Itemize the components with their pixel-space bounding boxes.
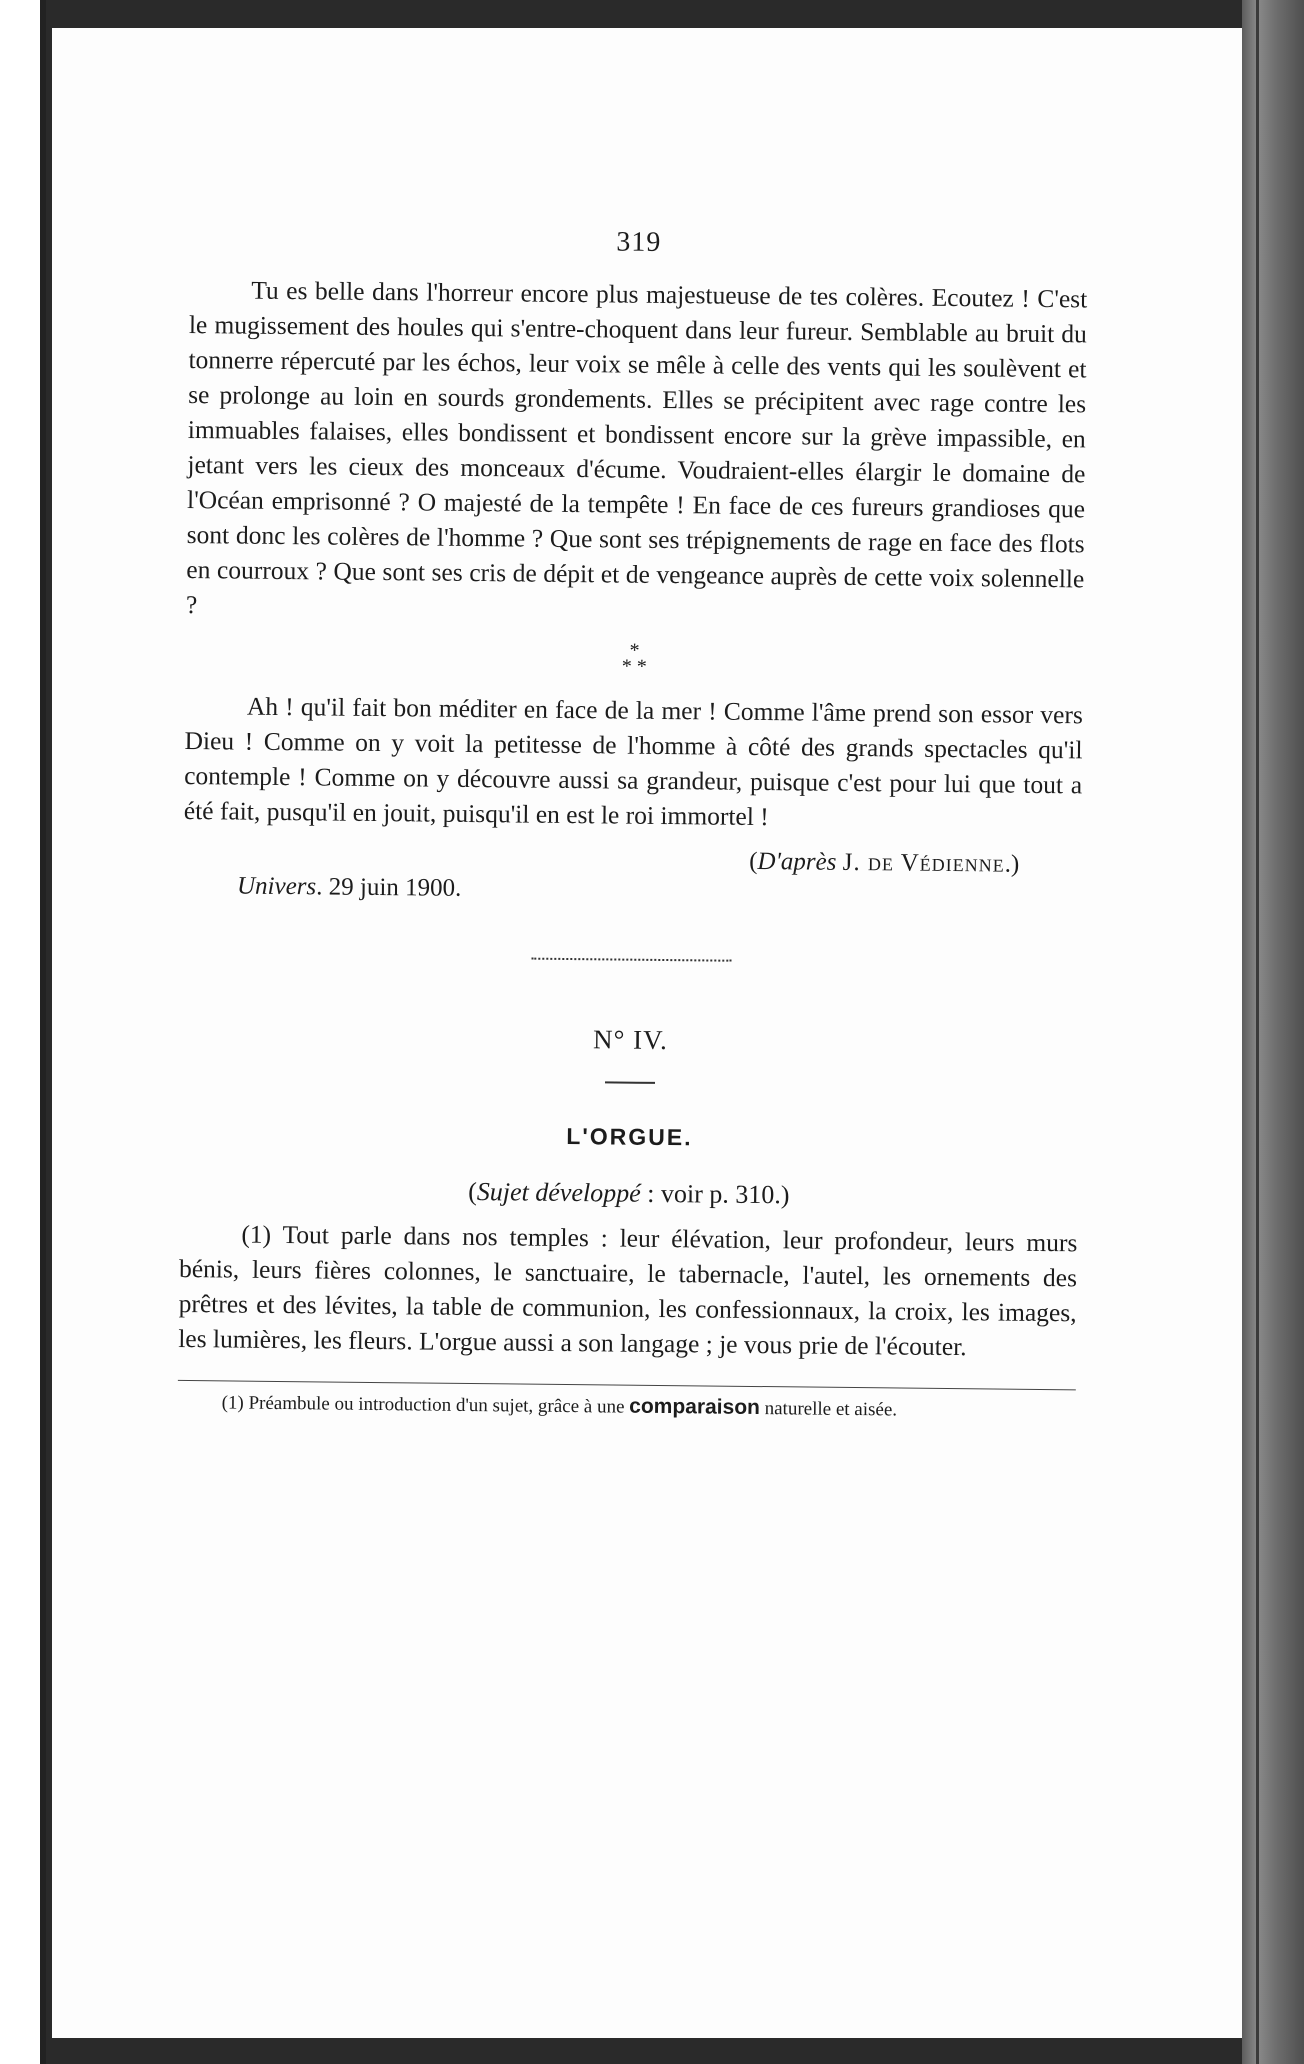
author-name: J. de Védienne xyxy=(842,848,1005,878)
asterism-top: * xyxy=(629,639,640,662)
paragraph-meditation: Ah ! qu'il fait bon méditer en face de la mer ! Comme l'âme prend son essor vers Dieu ! Comme on y voit la petitesse de l'homme à côté des grands spectacles qu'il contemple ! Comme on y découvre aussi sa grandeur, puisque c'est pour lui que tout a été fait, pusqu'il en jouit, puisqu'il en est le roi immortel ! xyxy=(183,691,1084,832)
attribution-source xyxy=(237,873,462,903)
attribution-close: .) xyxy=(1004,850,1020,878)
adjacent-page-edge xyxy=(0,0,46,2064)
paragraph-organ: (1) Tout parle dans nos temples : leur élévation, leur profondeur, leurs murs bénis, leurs fières colonnes, le sanctuaire, le tabernacle, l'autel, les ornements des prêtres et des lévites, la table de communion, les confessionnaux, la croix, les images, les lumières, les fleurs. L'orgue aussi a son langage ; je vous prie de l'écouter. xyxy=(178,1219,1078,1362)
footnote-emphasis: comparaison xyxy=(629,1394,761,1420)
subtitle-rest: : voir p. 310.) xyxy=(640,1178,790,1210)
asterism xyxy=(185,638,1083,679)
asterism-bottom: * * xyxy=(621,655,647,678)
attribution-dapres: D'après xyxy=(757,847,837,876)
page-content xyxy=(177,222,1087,1425)
attribution xyxy=(183,842,1082,921)
section-divider xyxy=(531,958,731,962)
subtitle-open-paren: ( xyxy=(468,1176,478,1207)
subtitle-italic: Sujet développé xyxy=(476,1177,641,1208)
page-number: 319 xyxy=(616,226,662,258)
book-spine xyxy=(1242,0,1304,2064)
short-rule xyxy=(605,1081,655,1084)
attribution-author xyxy=(749,848,1019,879)
section-title: L'ORGUE. xyxy=(566,1122,693,1151)
source-title: Univers xyxy=(236,872,317,901)
footnote-rule xyxy=(178,1380,1076,1390)
section-subtitle xyxy=(180,1174,1078,1213)
paragraph-storm: Tu es belle dans l'horreur encore plus majestueuse de tes colères. Ecoutez ! C'est le mugissement des houles qui s'entre-choquent dans leur fureur. Semblable au bruit du tonnerre répercuté par les échos, leur voix se mêle à celle des vents qui les soulèvent et se prolonge au loin en sourds grondements. Elles se précipitent avec rage contre les immuables falaises, elles bondissent et bondissent encore sur la grève impassible, en jetant vers les cieux des monceaux d'écume. Voudraient-elles élargir le domaine de l'Océan emprisonné ? O majesté de la tempête ! En face de ces fureurs grandioses que sont donc les colères de l'homme ? Que sont ses trépignements de rage en face des flots en courroux ? Que sont ses cris de dépit et de vengeance auprès de cette voix solennelle ? xyxy=(185,275,1088,620)
attribution-open-paren: ( xyxy=(749,847,758,875)
source-date: . 29 juin 1900. xyxy=(316,873,462,902)
section-number: N° IV. xyxy=(592,1024,669,1056)
footnote-before: (1) Préambule ou introduction d'un sujet, grâce à une xyxy=(221,1392,630,1418)
footnote-after: naturelle et aisée. xyxy=(759,1398,898,1421)
